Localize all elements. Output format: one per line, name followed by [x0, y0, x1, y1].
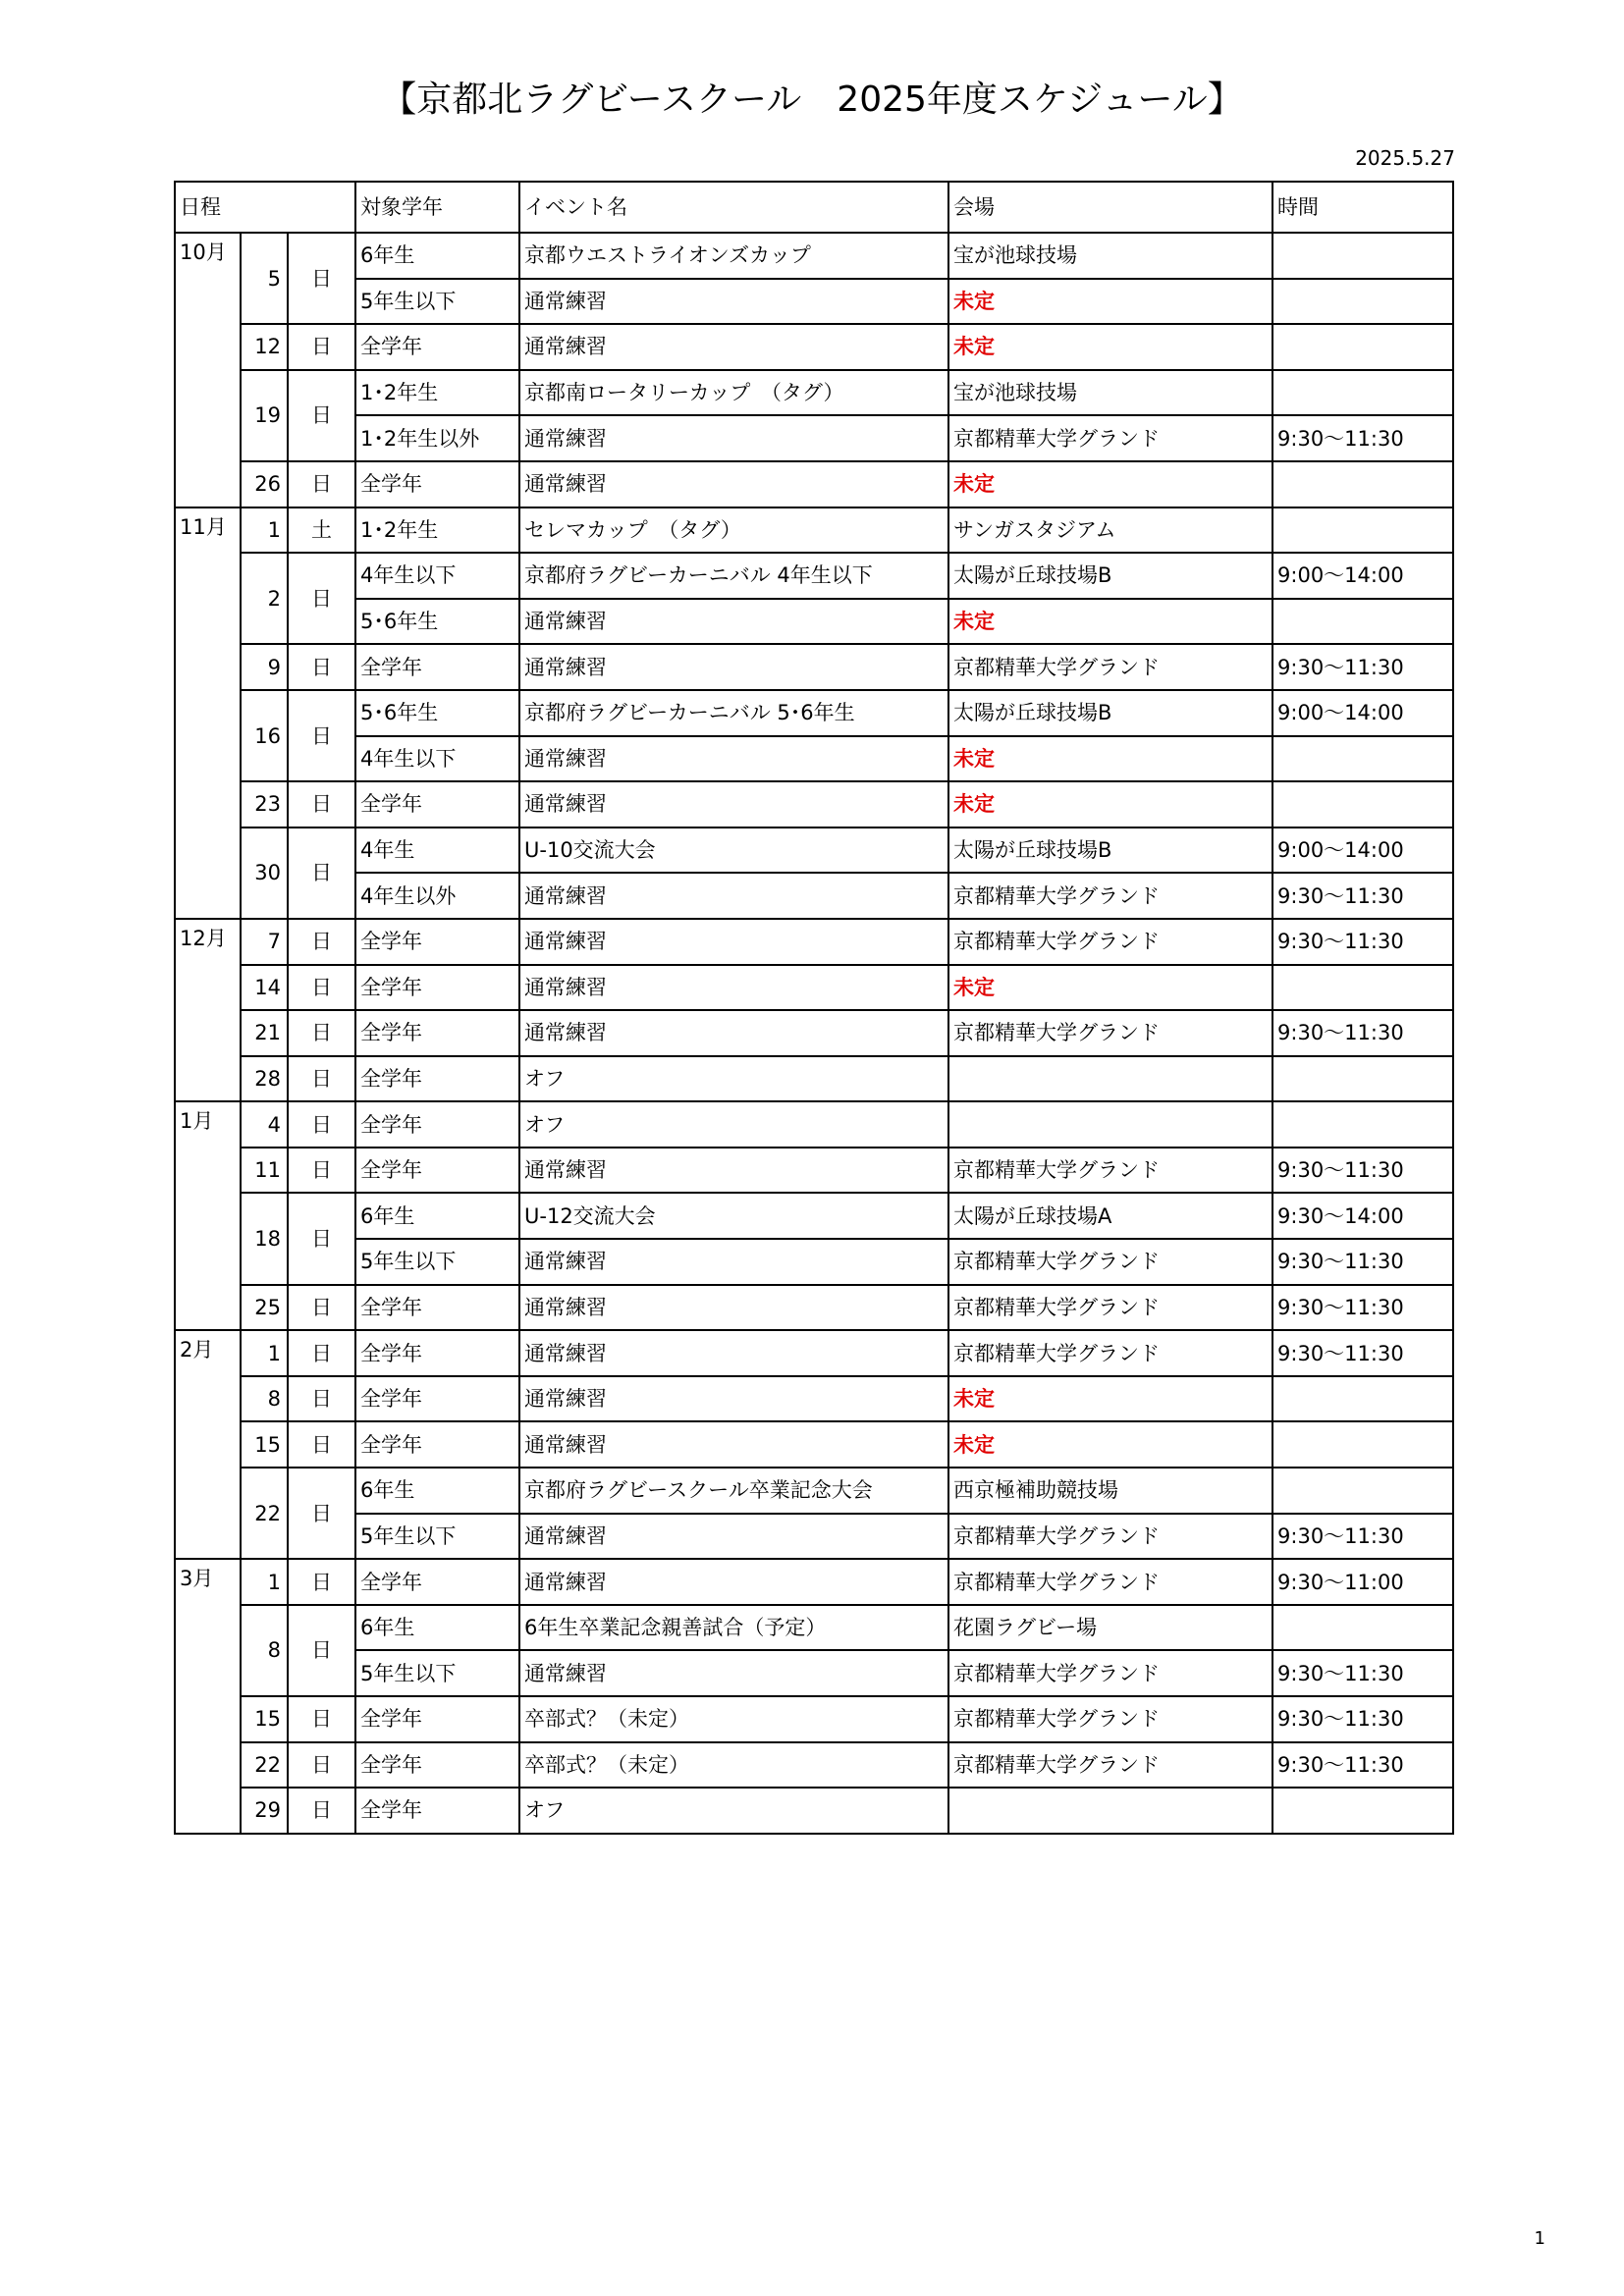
event-cell: 通常練習: [519, 1421, 948, 1468]
day-cell: 22: [241, 1742, 288, 1789]
venue-cell: [948, 1056, 1272, 1102]
schedule-row: [175, 599, 1453, 645]
grade-cell: 6年生: [355, 1193, 519, 1239]
event-cell: 卒部式？（未定）: [519, 1696, 948, 1742]
grade-cell: 全学年: [355, 1285, 519, 1331]
grade-cell: 全学年: [355, 1376, 519, 1422]
schedule-row: [175, 965, 1453, 1011]
schedule-row: [175, 1285, 1453, 1331]
time-cell: 9:30～11:00: [1272, 1559, 1453, 1605]
document-title: 【京都北ラグビースクール 2025年度スケジュール】: [381, 80, 1243, 120]
day-cell: 9: [241, 644, 288, 690]
weekday-cell: 日: [288, 461, 355, 507]
event-cell: 通常練習: [519, 1559, 948, 1605]
day-cell: 18: [241, 1193, 288, 1284]
schedule-row: [175, 1148, 1453, 1194]
venue-cell: 京都精華大学グランド: [948, 415, 1272, 461]
schedule-table: [174, 181, 1454, 1835]
venue-cell: 太陽が丘球技場B: [948, 690, 1272, 736]
event-cell: 卒部式？（未定）: [519, 1742, 948, 1789]
time-cell: 9:30～11:30: [1272, 1696, 1453, 1742]
schedule-row: [175, 1605, 1453, 1651]
weekday-cell: 日: [288, 1330, 355, 1376]
month-cell: 1月: [175, 1101, 241, 1330]
schedule-row: [175, 873, 1453, 919]
venue-cell: 太陽が丘球技場B: [948, 828, 1272, 874]
grade-cell: 全学年: [355, 461, 519, 507]
event-cell: U-10交流大会: [519, 828, 948, 874]
header-time: 時間: [1272, 182, 1453, 233]
header-grade: 対象学年: [355, 182, 519, 233]
weekday-cell: 日: [288, 919, 355, 965]
event-cell: 通常練習: [519, 1514, 948, 1560]
time-cell: [1272, 233, 1453, 279]
event-cell: 通常練習: [519, 965, 948, 1011]
schedule-row: [175, 461, 1453, 507]
event-cell: オフ: [519, 1788, 948, 1834]
venue-cell: 京都精華大学グランド: [948, 919, 1272, 965]
time-cell: 9:00～14:00: [1272, 690, 1453, 736]
event-cell: 通常練習: [519, 1330, 948, 1376]
weekday-cell: 日: [288, 1193, 355, 1284]
time-cell: 9:30～11:30: [1272, 1650, 1453, 1696]
time-cell: [1272, 781, 1453, 828]
venue-cell: 太陽が丘球技場A: [948, 1193, 1272, 1239]
event-cell: 通常練習: [519, 599, 948, 645]
venue-cell: 宝が池球技場: [948, 233, 1272, 279]
venue-cell: 京都精華大学グランド: [948, 1559, 1272, 1605]
day-cell: 1: [241, 1559, 288, 1605]
schedule-row: [175, 690, 1453, 736]
grade-cell: 5年生以下: [355, 279, 519, 325]
weekday-cell: 日: [288, 324, 355, 370]
grade-cell: 全学年: [355, 1696, 519, 1742]
venue-cell: 未定: [948, 599, 1272, 645]
day-cell: 5: [241, 233, 288, 324]
weekday-cell: 日: [288, 1421, 355, 1468]
time-cell: [1272, 1056, 1453, 1102]
day-cell: 23: [241, 781, 288, 828]
schedule-row: [175, 919, 1453, 965]
venue-cell: 西京極補助競技場: [948, 1468, 1272, 1514]
event-cell: 通常練習: [519, 461, 948, 507]
event-cell: 通常練習: [519, 1010, 948, 1056]
event-cell: 京都ウエストライオンズカップ: [519, 233, 948, 279]
grade-cell: 全学年: [355, 1101, 519, 1148]
grade-cell: 全学年: [355, 1148, 519, 1194]
event-cell: 通常練習: [519, 919, 948, 965]
schedule-row: [175, 1468, 1453, 1514]
venue-cell: 花園ラグビー場: [948, 1605, 1272, 1651]
schedule-row: [175, 1193, 1453, 1239]
schedule-row: [175, 736, 1453, 782]
header-schedule: 日程: [175, 182, 355, 233]
grade-cell: 1･2年生以外: [355, 415, 519, 461]
weekday-cell: 日: [288, 690, 355, 781]
schedule-row: [175, 233, 1453, 279]
venue-cell: 京都精華大学グランド: [948, 1285, 1272, 1331]
grade-cell: 5年生以下: [355, 1239, 519, 1285]
time-cell: [1272, 461, 1453, 507]
schedule-row: [175, 1742, 1453, 1789]
grade-cell: 4年生以下: [355, 736, 519, 782]
schedule-row: [175, 828, 1453, 874]
day-cell: 21: [241, 1010, 288, 1056]
schedule-row: [175, 1696, 1453, 1742]
day-cell: 1: [241, 1330, 288, 1376]
month-cell: 3月: [175, 1559, 241, 1834]
time-cell: 9:30～11:30: [1272, 1330, 1453, 1376]
grade-cell: 全学年: [355, 1421, 519, 1468]
venue-cell: 未定: [948, 965, 1272, 1011]
event-cell: 通常練習: [519, 736, 948, 782]
event-cell: 通常練習: [519, 279, 948, 325]
time-cell: [1272, 599, 1453, 645]
day-cell: 11: [241, 1148, 288, 1194]
schedule-row: [175, 1788, 1453, 1834]
schedule-row: [175, 1376, 1453, 1422]
month-cell: 12月: [175, 919, 241, 1101]
weekday-cell: 日: [288, 1010, 355, 1056]
schedule-row: [175, 1421, 1453, 1468]
venue-cell: [948, 1788, 1272, 1834]
grade-cell: 5･6年生: [355, 599, 519, 645]
day-cell: 12: [241, 324, 288, 370]
venue-cell: 京都精華大学グランド: [948, 1239, 1272, 1285]
schedule-row: [175, 279, 1453, 325]
weekday-cell: 日: [288, 1148, 355, 1194]
time-cell: [1272, 965, 1453, 1011]
time-cell: 9:30～14:00: [1272, 1193, 1453, 1239]
time-cell: 9:30～11:30: [1272, 873, 1453, 919]
weekday-cell: 日: [288, 828, 355, 919]
venue-cell: 京都精華大学グランド: [948, 1330, 1272, 1376]
day-cell: 14: [241, 965, 288, 1011]
weekday-cell: 日: [288, 1788, 355, 1834]
time-cell: 9:30～11:30: [1272, 1148, 1453, 1194]
time-cell: [1272, 736, 1453, 782]
day-cell: 26: [241, 461, 288, 507]
day-cell: 2: [241, 553, 288, 644]
schedule-row: [175, 1330, 1453, 1376]
time-cell: 9:30～11:30: [1272, 1239, 1453, 1285]
event-cell: 通常練習: [519, 1376, 948, 1422]
schedule-row: [175, 1101, 1453, 1148]
grade-cell: 4年生以外: [355, 873, 519, 919]
grade-cell: 5年生以下: [355, 1650, 519, 1696]
venue-cell: 未定: [948, 324, 1272, 370]
time-cell: [1272, 324, 1453, 370]
event-cell: 通常練習: [519, 644, 948, 690]
grade-cell: 全学年: [355, 1056, 519, 1102]
schedule-row: [175, 1239, 1453, 1285]
weekday-cell: 日: [288, 1605, 355, 1696]
time-cell: 9:30～11:30: [1272, 1742, 1453, 1789]
grade-cell: 1･2年生: [355, 507, 519, 554]
day-cell: 25: [241, 1285, 288, 1331]
weekday-cell: 日: [288, 553, 355, 644]
venue-cell: 京都精華大学グランド: [948, 1514, 1272, 1560]
event-cell: U-12交流大会: [519, 1193, 948, 1239]
venue-cell: 京都精華大学グランド: [948, 1696, 1272, 1742]
venue-cell: 未定: [948, 781, 1272, 828]
grade-cell: 全学年: [355, 1788, 519, 1834]
day-cell: 30: [241, 828, 288, 919]
time-cell: [1272, 1376, 1453, 1422]
time-cell: 9:30～11:30: [1272, 1285, 1453, 1331]
month-cell: 10月: [175, 233, 241, 507]
grade-cell: 4年生以下: [355, 553, 519, 599]
grade-cell: 全学年: [355, 324, 519, 370]
time-cell: 9:30～11:30: [1272, 1010, 1453, 1056]
schedule-row: [175, 370, 1453, 416]
day-cell: 19: [241, 370, 288, 461]
venue-cell: 京都精華大学グランド: [948, 1010, 1272, 1056]
venue-cell: 未定: [948, 1421, 1272, 1468]
time-cell: [1272, 1101, 1453, 1148]
venue-cell: 京都精華大学グランド: [948, 1650, 1272, 1696]
event-cell: 通常練習: [519, 873, 948, 919]
grade-cell: 全学年: [355, 1330, 519, 1376]
event-cell: セレマカップ （タグ）: [519, 507, 948, 554]
grade-cell: 4年生: [355, 828, 519, 874]
weekday-cell: 日: [288, 1056, 355, 1102]
day-cell: 7: [241, 919, 288, 965]
venue-cell: 京都精華大学グランド: [948, 873, 1272, 919]
venue-cell: 未定: [948, 1376, 1272, 1422]
schedule-row: [175, 553, 1453, 599]
time-cell: 9:30～11:30: [1272, 644, 1453, 690]
time-cell: 9:00～14:00: [1272, 553, 1453, 599]
venue-cell: 未定: [948, 461, 1272, 507]
schedule-row: [175, 1559, 1453, 1605]
grade-cell: 全学年: [355, 1010, 519, 1056]
weekday-cell: 日: [288, 1285, 355, 1331]
schedule-row: [175, 1650, 1453, 1696]
event-cell: 通常練習: [519, 415, 948, 461]
weekday-cell: 日: [288, 1101, 355, 1148]
venue-cell: サンガスタジアム: [948, 507, 1272, 554]
page-number: 1: [1534, 2228, 1545, 2249]
time-cell: 9:30～11:30: [1272, 415, 1453, 461]
day-cell: 1: [241, 507, 288, 554]
event-cell: 通常練習: [519, 1148, 948, 1194]
weekday-cell: 日: [288, 1468, 355, 1559]
time-cell: [1272, 1468, 1453, 1514]
grade-cell: 全学年: [355, 919, 519, 965]
grade-cell: 5･6年生: [355, 690, 519, 736]
day-cell: 4: [241, 1101, 288, 1148]
grade-cell: 6年生: [355, 233, 519, 279]
venue-cell: [948, 1101, 1272, 1148]
day-cell: 29: [241, 1788, 288, 1834]
event-cell: 通常練習: [519, 1650, 948, 1696]
weekday-cell: 日: [288, 1559, 355, 1605]
event-cell: 通常練習: [519, 781, 948, 828]
event-cell: 京都府ラグビーカーニバル 5･6年生: [519, 690, 948, 736]
venue-cell: 宝が池球技場: [948, 370, 1272, 416]
day-cell: 15: [241, 1421, 288, 1468]
grade-cell: 6年生: [355, 1605, 519, 1651]
venue-cell: 未定: [948, 279, 1272, 325]
day-cell: 8: [241, 1376, 288, 1422]
month-cell: 2月: [175, 1330, 241, 1559]
schedule-row: [175, 644, 1453, 690]
event-cell: 通常練習: [519, 1239, 948, 1285]
schedule-row: [175, 324, 1453, 370]
event-cell: 京都南ロータリーカップ （タグ）: [519, 370, 948, 416]
time-cell: 9:30～11:30: [1272, 1514, 1453, 1560]
venue-cell: 京都精華大学グランド: [948, 1148, 1272, 1194]
event-cell: 京都府ラグビーカーニバル 4年生以下: [519, 553, 948, 599]
day-cell: 16: [241, 690, 288, 781]
day-cell: 28: [241, 1056, 288, 1102]
event-cell: 6年生卒業記念親善試合（予定）: [519, 1605, 948, 1651]
grade-cell: 全学年: [355, 644, 519, 690]
weekday-cell: 日: [288, 781, 355, 828]
time-cell: [1272, 1421, 1453, 1468]
grade-cell: 5年生以下: [355, 1514, 519, 1560]
event-cell: オフ: [519, 1101, 948, 1148]
grade-cell: 全学年: [355, 1742, 519, 1789]
schedule-row: [175, 1514, 1453, 1560]
time-cell: [1272, 370, 1453, 416]
time-cell: [1272, 1788, 1453, 1834]
schedule-row: [175, 1056, 1453, 1102]
month-cell: 11月: [175, 507, 241, 919]
grade-cell: 全学年: [355, 965, 519, 1011]
grade-cell: 1･2年生: [355, 370, 519, 416]
document-date: 2025.5.27: [1355, 146, 1455, 170]
weekday-cell: 日: [288, 233, 355, 324]
weekday-cell: 日: [288, 965, 355, 1011]
weekday-cell: 土: [288, 507, 355, 554]
event-cell: 通常練習: [519, 1285, 948, 1331]
venue-cell: 未定: [948, 736, 1272, 782]
grade-cell: 全学年: [355, 781, 519, 828]
header-venue: 会場: [948, 182, 1272, 233]
venue-cell: 太陽が丘球技場B: [948, 553, 1272, 599]
weekday-cell: 日: [288, 1376, 355, 1422]
time-cell: 9:30～11:30: [1272, 919, 1453, 965]
event-cell: 通常練習: [519, 324, 948, 370]
header-row: [175, 182, 1453, 233]
schedule-row: [175, 1010, 1453, 1056]
grade-cell: 全学年: [355, 1559, 519, 1605]
event-cell: オフ: [519, 1056, 948, 1102]
weekday-cell: 日: [288, 1696, 355, 1742]
day-cell: 8: [241, 1605, 288, 1696]
weekday-cell: 日: [288, 370, 355, 461]
day-cell: 22: [241, 1468, 288, 1559]
time-cell: [1272, 279, 1453, 325]
weekday-cell: 日: [288, 644, 355, 690]
event-cell: 京都府ラグビースクール卒業記念大会: [519, 1468, 948, 1514]
schedule-row: [175, 781, 1453, 828]
time-cell: [1272, 1605, 1453, 1651]
venue-cell: 京都精華大学グランド: [948, 1742, 1272, 1789]
time-cell: [1272, 507, 1453, 554]
schedule-row: [175, 507, 1453, 554]
header-event: イベント名: [519, 182, 948, 233]
day-cell: 15: [241, 1696, 288, 1742]
weekday-cell: 日: [288, 1742, 355, 1789]
schedule-row: [175, 415, 1453, 461]
venue-cell: 京都精華大学グランド: [948, 644, 1272, 690]
grade-cell: 6年生: [355, 1468, 519, 1514]
time-cell: 9:00～14:00: [1272, 828, 1453, 874]
